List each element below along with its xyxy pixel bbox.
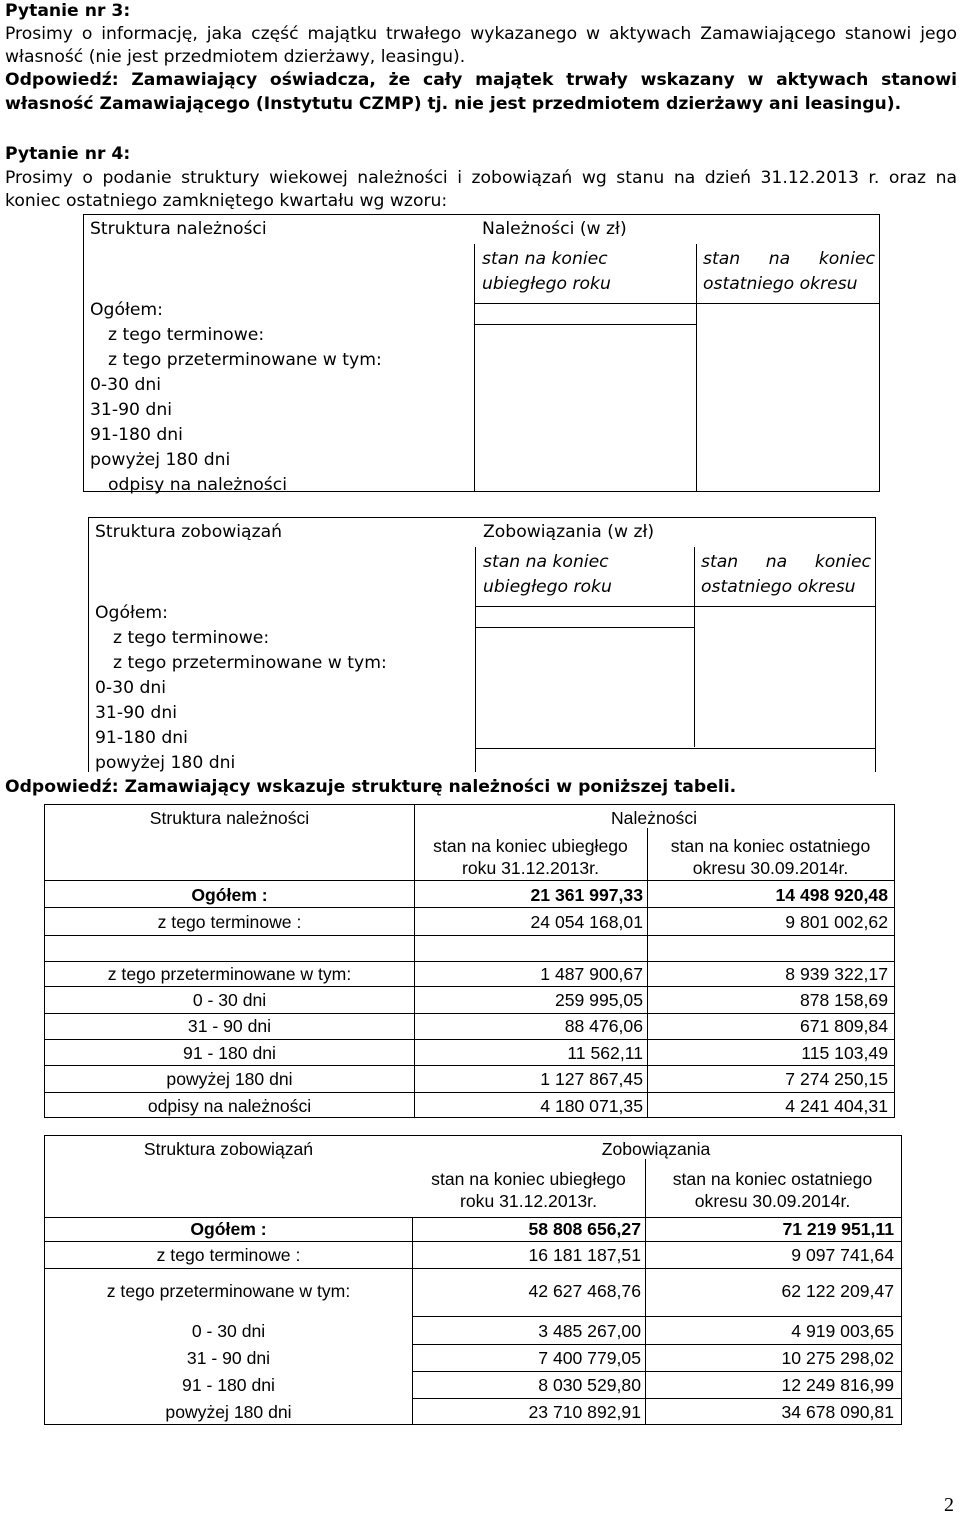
q4-question-line-1: Prosimy o podanie struktury wiekowej należności i zobowiązań wg stanu na dzień 31.12.2013 r. oraz na — [5, 168, 957, 188]
table-cell: 58 808 656,27 — [528, 1219, 641, 1239]
template-receivables-total-cell-b — [697, 304, 879, 325]
table-cell: 42 627 468,76 — [528, 1281, 641, 1301]
template-liabilities-label-column — [89, 547, 476, 772]
liabilities-row-line — [412, 1398, 901, 1399]
liabilities-col-a-line-1: stan na koniec ubiegłego — [431, 1169, 626, 1189]
receivables-header-right: Należności — [610, 808, 698, 828]
table-row-label: Ogółem : — [190, 1219, 267, 1239]
table-cell: 71 219 951,11 — [782, 1219, 894, 1239]
table-cell: 34 678 090,81 — [781, 1402, 894, 1422]
template-receivables-col-b-header — [697, 244, 879, 304]
col-a-line-1: stan na koniec — [482, 249, 608, 269]
table-cell: 878 158,69 — [799, 990, 888, 1010]
q3-question-line-1: Prosimy o informację, jaka część majątku trwałego wykazanego w aktywach Zamawiającego stanowi jego — [5, 24, 957, 44]
answer-4: Odpowiedź: Zamawiający wskazuje strukturę należności w poniższej tabeli. — [5, 777, 737, 797]
receivables-row-line — [45, 1065, 894, 1066]
template-row-label: Ogółem: — [90, 300, 163, 320]
table-row-label: 31 - 90 dni — [186, 1348, 271, 1368]
col-b-line-1: stan na koniec — [703, 249, 875, 269]
template-receivables-table — [83, 214, 880, 495]
table-row-label: 0 - 30 dni — [192, 990, 267, 1010]
table-cell: 16 181 187,51 — [528, 1245, 641, 1265]
table-cell: 8 030 529,80 — [538, 1375, 641, 1395]
template-liabilities-col-a-header — [475, 547, 695, 607]
liabilities-row-line — [45, 1268, 901, 1269]
table-row-label: z tego terminowe : — [157, 912, 302, 932]
col-a-line-2: ubiegłego roku — [483, 577, 612, 597]
template-row-label: z tego przeterminowane w tym: — [113, 653, 387, 673]
template-row-label: z tego terminowe: — [113, 628, 270, 648]
template-receivables-body-cell-a — [474, 325, 697, 491]
template-row-label: powyżej 180 dni — [95, 753, 236, 773]
template-receivables-header-left: Struktura należności — [90, 219, 267, 239]
liabilities-col-b-line-2: okresu 30.09.2014r. — [694, 1191, 851, 1211]
template-row-label: powyżej 180 dni — [90, 450, 231, 470]
table-row-label: powyżej 180 dni — [166, 1069, 293, 1089]
template-row-label: 91-180 dni — [90, 425, 183, 445]
table-row-label: 31 - 90 dni — [187, 1016, 272, 1036]
table-cell: 14 498 920,48 — [775, 885, 888, 905]
col-a-line-1: stan na koniec — [483, 552, 609, 572]
table-cell: 4 180 071,35 — [540, 1096, 643, 1116]
template-liabilities-body-cell-a — [475, 628, 695, 747]
template-liabilities-table — [88, 517, 876, 772]
template-row-label: z tego przeterminowane w tym: — [108, 350, 382, 370]
receivables-header-left: Struktura należności — [149, 808, 310, 828]
col-b-line-2: ostatniego okresu — [701, 577, 856, 597]
template-liabilities-header-right: Zobowiązania (w zł) — [483, 522, 655, 542]
template-row-label: 91-180 dni — [95, 728, 188, 748]
template-liabilities-bottom-line — [475, 748, 875, 749]
receivables-col-b-line-1: stan na koniec ostatniego — [670, 836, 871, 856]
table-row-label: odpisy na należności — [147, 1096, 312, 1116]
table-cell: 7 274 250,15 — [785, 1069, 888, 1089]
table-row-label: Ogółem : — [191, 885, 268, 905]
table-cell: 88 476,06 — [564, 1016, 643, 1036]
table-cell: 1 487 900,67 — [540, 964, 643, 984]
template-liabilities-total-cell-a — [475, 607, 695, 628]
template-liabilities-col-b-header — [695, 547, 875, 607]
template-receivables-header-right: Należności (w zł) — [482, 219, 627, 239]
q3-title: Pytanie nr 3: — [5, 1, 131, 21]
template-receivables-label-column — [84, 244, 475, 495]
liabilities-row-line — [412, 1371, 901, 1372]
template-liabilities-header-left: Struktura zobowiązań — [95, 522, 283, 542]
receivables-header-line — [45, 880, 894, 881]
table-cell: 11 562,11 — [567, 1043, 643, 1063]
receivables-row-line — [45, 935, 894, 936]
table-row-label: powyżej 180 dni — [165, 1402, 292, 1422]
table-cell: 9 801 002,62 — [785, 912, 888, 932]
table-cell: 7 400 779,05 — [538, 1348, 641, 1368]
page-number: 2 — [944, 1494, 954, 1516]
table-row-label: 91 - 180 dni — [182, 1375, 275, 1395]
table-cell: 8 939 322,17 — [785, 964, 888, 984]
template-receivables-header-gap — [474, 215, 879, 244]
table-cell: 4 919 003,65 — [791, 1321, 894, 1341]
liabilities-row-line — [412, 1316, 901, 1317]
receivables-total-line — [45, 907, 894, 908]
receivables-col-a-line-1: stan na koniec ubiegłego — [433, 836, 628, 856]
liabilities-header-left: Struktura zobowiązań — [143, 1139, 314, 1159]
template-receivables-col-a-header — [474, 244, 697, 304]
template-row-label: odpisy na należności — [108, 475, 287, 495]
receivables-row-line — [45, 1013, 894, 1014]
table-cell: 62 122 209,47 — [781, 1281, 894, 1301]
liabilities-table — [44, 1135, 902, 1425]
col-b-line-2: ostatniego okresu — [703, 274, 858, 294]
template-row-label: 31-90 dni — [90, 400, 172, 420]
liabilities-col-a-line-2: roku 31.12.2013r. — [460, 1191, 597, 1211]
template-row-label: z tego terminowe: — [108, 325, 265, 345]
receivables-row-line — [45, 1039, 894, 1040]
table-cell: 21 361 997,33 — [530, 885, 643, 905]
liabilities-header-right: Zobowiązania — [601, 1139, 711, 1159]
table-cell: 115 103,49 — [801, 1043, 888, 1063]
template-row-label: 0-30 dni — [95, 678, 167, 698]
q4-title: Pytanie nr 4: — [5, 144, 131, 164]
table-cell: 10 275 298,02 — [781, 1348, 894, 1368]
table-cell: 12 249 816,99 — [781, 1375, 894, 1395]
liabilities-col-b-line-1: stan na koniec ostatniego — [672, 1169, 873, 1189]
q3-answer-line-1: Odpowiedź: Zamawiający oświadcza, że cały majątek trwały wskazany w aktywach stanowi — [5, 70, 957, 90]
q3-answer-line-2: własność Zamawiającego (Instytutu CZMP) tj. nie jest przedmiotem dzierżawy ani leasingu). — [5, 94, 902, 114]
table-row-label: z tego przeterminowane w tym: — [107, 964, 352, 984]
template-row-label: 0-30 dni — [90, 375, 162, 395]
liabilities-row-line — [412, 1344, 901, 1345]
table-cell: 1 127 867,45 — [540, 1069, 643, 1089]
table-cell: 23 710 892,91 — [528, 1402, 641, 1422]
table-row-label: z tego terminowe : — [156, 1245, 301, 1265]
template-receivables-total-cell-a — [474, 304, 697, 325]
template-row-label: 31-90 dni — [95, 703, 177, 723]
table-cell: 4 241 404,31 — [785, 1096, 888, 1116]
table-cell: 259 995,05 — [554, 990, 643, 1010]
table-row-label: 91 - 180 dni — [183, 1043, 276, 1063]
receivables-table — [44, 804, 895, 1118]
q3-question-line-2: własność (nie jest przedmiotem dzierżawy, leasingu). — [5, 47, 466, 67]
liabilities-total-line — [45, 1241, 901, 1242]
col-b-line-1: stan na koniec — [701, 552, 871, 572]
receivables-row-line — [45, 961, 894, 962]
table-row-label: 0 - 30 dni — [191, 1321, 266, 1341]
table-cell: 24 054 168,01 — [530, 912, 643, 932]
col-a-line-2: ubiegłego roku — [482, 274, 611, 294]
table-cell: 9 097 741,64 — [791, 1245, 894, 1265]
receivables-col-a-line-2: roku 31.12.2013r. — [462, 858, 599, 878]
receivables-col-b-line-2: okresu 30.09.2014r. — [692, 858, 849, 878]
receivables-row-line — [45, 986, 894, 987]
table-cell: 671 809,84 — [799, 1016, 888, 1036]
table-cell: 3 485 267,00 — [538, 1321, 641, 1341]
table-row-label: z tego przeterminowane w tym: — [106, 1281, 351, 1301]
receivables-row-line — [45, 1092, 894, 1093]
template-row-label: Ogółem: — [95, 603, 168, 623]
q4-question-line-2: koniec ostatniego zamkniętego kwartału wg wzoru: — [5, 191, 448, 211]
